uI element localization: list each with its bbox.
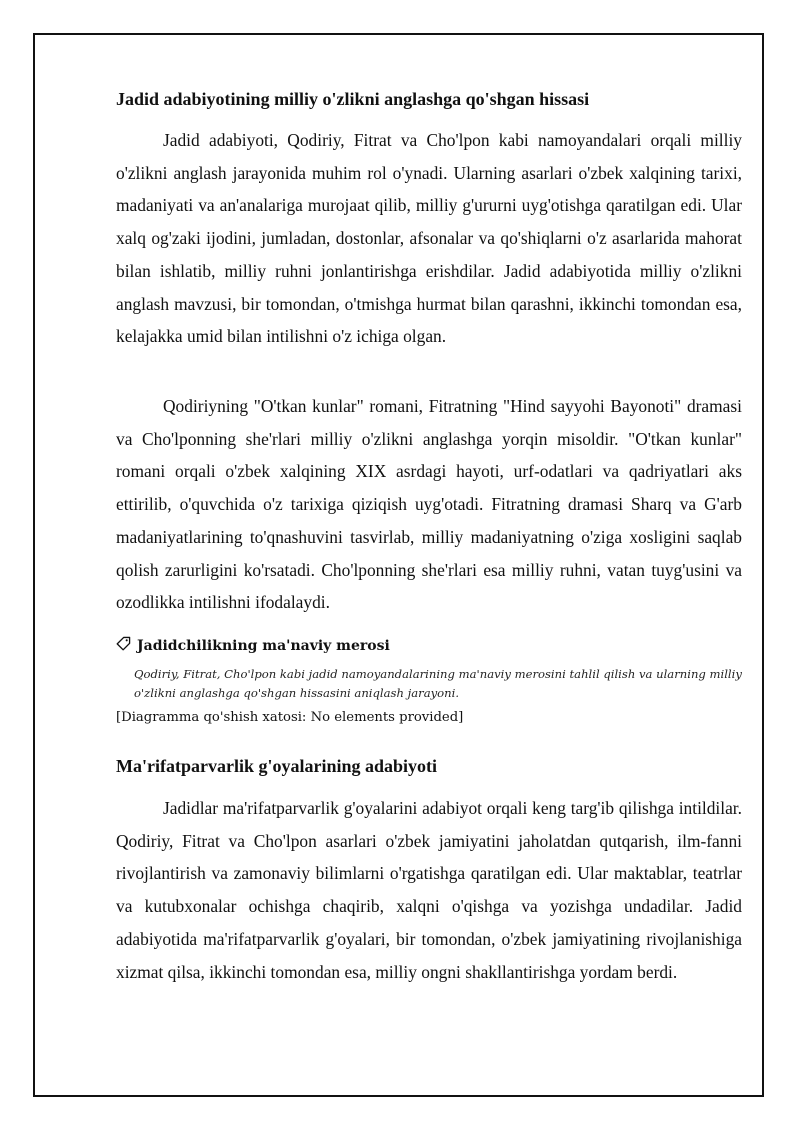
paragraph-2: Qodiriyning "O'tkan kunlar" romani, Fitratning "Hind sayyohi Bayonoti" dramasi va Cho'lponning she'rlari milliy o'zlikni anglashga yorqin misoldir. "O'tkan kunlar" romani orqali o'zbek xalqining XIX asrdagi hayoti, urf-odatlari va qadriyatlari aks ettirilib, o'quvchida o'z tarixiga qiziqish uyg'otadi. Fitratning dramasi Sharq va G'arb madaniyatlarining to'qnashuvini tasvirlab, milliy madaniyatning o'ziga xosligini saqlab qolish zarurligini ko'rsatadi. Cho'lponning she'rlari esa milliy ruhni, vatan tuyg'usini va ozodlikka intilishni ifodalaydi. xyxy=(116,396,742,613)
diagram-title xyxy=(116,636,390,655)
section-heading-enlightenment: Ma'rifatparvarlik g'oyalarining adabiyoti xyxy=(116,756,438,776)
section-heading-national-identity: Jadid adabiyotining milliy o'zlikni anglashga qo'shgan hissasi xyxy=(116,89,590,109)
tag-icon xyxy=(116,636,137,655)
diagram-error-message: [Diagramma qo'shish xatosi: No elements provided] xyxy=(116,710,464,725)
paragraph-3: Jadidlar ma'rifatparvarlik g'oyalarini adabiyot orqali keng targ'ib qilishga intildilar. Qodiriy, Fitrat va Cho'lpon asarlari o'zbek jamiyatini jaholatdan qutqarish, ilm-fanni rivojlantirish va zamonaviy bilimlarni o'rgatishga qaratilgan edi. Ular maktablar, teatrlar va kutubxonalar ochishga chaqirib, xalqni o'qishga va yozishga undadilar. Jadid adabiyotida ma'rifatparvarlik g'oyalari, bir tomondan, o'zbek jamiyatining rivojlanishiga xizmat qilsa, ikkinchi tomondan esa, milliy ongni shakllantirishga yordam berdi. xyxy=(116,798,742,982)
paragraph-1: Jadid adabiyoti, Qodiriy, Fitrat va Cho'lpon kabi namoyandalari orqali milliy o'zlikni anglash jarayonida muhim rol o'ynadi. Ularning asarlari o'zbek xalqining tarixi, madaniyati va an'analariga murojaat qilib, milliy g'ururni uyg'otishga qaratilgan edi. Ular xalq og'zaki ijodini, jumladan, dostonlar, afsonalar va qo'shiqlarni o'z asarlarida mahorat bilan ishlatib, milliy ruhni jonlantirishga erishdilar. Jadid adabiyotida milliy o'zlikni anglash mavzusi, bir tomondan, o'tmishga hurmat bilan qarashni, ikkinchi tomondan esa, kelajakka umid bilan intilishni o'z ichiga olgan. xyxy=(116,130,742,347)
diagram-description: Qodiriy, Fitrat, Cho'lpon kabi jadid namoyandalarining ma'naviy merosini tahlil qilish va ularning milliy o'zlikni anglashga qo'shgan hissasini aniqlash jarayoni. xyxy=(134,667,742,700)
diagram-title-text: Jadidchilikning ma'naviy merosi xyxy=(137,637,390,654)
